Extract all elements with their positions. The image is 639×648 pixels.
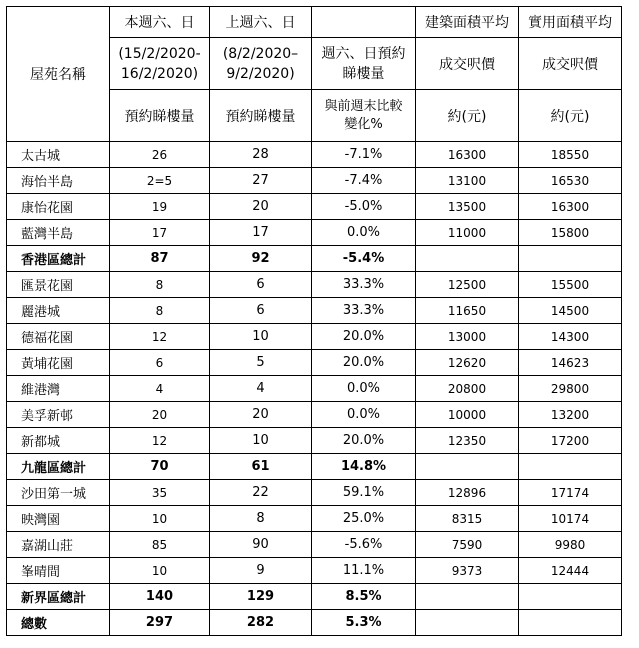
estate-name-cell: 嘉湖山莊	[7, 532, 110, 558]
table-row	[7, 350, 622, 376]
gross-price-cell	[416, 246, 519, 272]
this-weekend-cell: 8	[110, 298, 210, 324]
last-weekend-cell: 20	[210, 402, 312, 428]
change-cell: 33.3%	[312, 272, 416, 298]
estate-name-cell: 總數	[7, 610, 110, 636]
gross-price-cell: 13000	[416, 324, 519, 350]
gross-price-cell: 16300	[416, 142, 519, 168]
last-weekend-header: 上週六、日	[210, 7, 312, 38]
saleable-price-cell	[519, 610, 622, 636]
this-weekend-sub-header: 預約睇樓量	[110, 90, 210, 142]
this-weekend-cell: 17	[110, 220, 210, 246]
table-row	[7, 480, 622, 506]
estate-name-cell: 九龍區總計	[7, 454, 110, 480]
change-cell: -5.4%	[312, 246, 416, 272]
table-row	[7, 142, 622, 168]
table-row	[7, 168, 622, 194]
estate-name-cell: 映灣園	[7, 506, 110, 532]
last-weekend-cell: 90	[210, 532, 312, 558]
gross-price-cell: 9373	[416, 558, 519, 584]
header-row-1	[7, 7, 622, 38]
saleable-price-cell: 14500	[519, 298, 622, 324]
change-cell: -5.0%	[312, 194, 416, 220]
weekend-viewing-line-1: 週六、日預約	[321, 45, 406, 62]
this-weekend-cell: 12	[110, 428, 210, 454]
this-weekend-dates	[110, 38, 210, 90]
gross-price-header: 成交呎價	[416, 38, 519, 90]
table-row	[7, 428, 622, 454]
gross-price-cell	[416, 454, 519, 480]
gross-price-cell: 7590	[416, 532, 519, 558]
estate-name-cell: 香港區總計	[7, 246, 110, 272]
last-weekend-cell: 17	[210, 220, 312, 246]
change-cell: 20.0%	[312, 324, 416, 350]
estate-name-cell: 峯晴間	[7, 558, 110, 584]
table-row	[7, 532, 622, 558]
last-weekend-cell: 10	[210, 428, 312, 454]
saleable-price-cell: 14300	[519, 324, 622, 350]
empty-header-cell	[312, 7, 416, 38]
table-row	[7, 402, 622, 428]
saleable-price-cell	[519, 454, 622, 480]
report-container	[6, 6, 622, 636]
total-row	[7, 584, 622, 610]
this-weekend-cell: 12	[110, 324, 210, 350]
change-header	[312, 90, 416, 142]
saleable-price-cell: 18550	[519, 142, 622, 168]
change-cell: 14.8%	[312, 454, 416, 480]
change-cell: 0.0%	[312, 220, 416, 246]
gross-price-cell: 11650	[416, 298, 519, 324]
change-header-line-1: 與前週末比較	[324, 98, 403, 114]
gross-price-cell: 12350	[416, 428, 519, 454]
saleable-price-cell: 15500	[519, 272, 622, 298]
saleable-price-cell: 29800	[519, 376, 622, 402]
table-row	[7, 194, 622, 220]
table-row	[7, 324, 622, 350]
last-weekend-dates-line-2: 9/2/2020)	[226, 65, 295, 82]
estate-name-cell: 德福花園	[7, 324, 110, 350]
last-weekend-cell: 10	[210, 324, 312, 350]
last-weekend-dates-line-1: (8/2/2020–	[222, 45, 299, 62]
last-weekend-cell: 282	[210, 610, 312, 636]
last-weekend-cell: 6	[210, 272, 312, 298]
estate-name-cell: 康怡花園	[7, 194, 110, 220]
saleable-price-cell: 16530	[519, 168, 622, 194]
estate-name-cell: 新界區總計	[7, 584, 110, 610]
this-weekend-cell: 140	[110, 584, 210, 610]
saleable-price-cell: 17174	[519, 480, 622, 506]
gross-price-cell: 8315	[416, 506, 519, 532]
change-header-line-2: 變化%	[344, 116, 383, 132]
gross-price-cell: 11000	[416, 220, 519, 246]
table-row	[7, 220, 622, 246]
saleable-price-cell: 15800	[519, 220, 622, 246]
last-weekend-cell: 22	[210, 480, 312, 506]
change-cell: -7.4%	[312, 168, 416, 194]
change-cell: -5.6%	[312, 532, 416, 558]
saleable-price-cell: 16300	[519, 194, 622, 220]
gross-area-avg-header: 建築面積平均	[416, 7, 519, 38]
this-weekend-cell: 2=5	[110, 168, 210, 194]
saleable-price-cell: 10174	[519, 506, 622, 532]
gross-approx-header: 約(元)	[416, 90, 519, 142]
gross-price-cell: 10000	[416, 402, 519, 428]
saleable-area-avg-header: 實用面積平均	[519, 7, 622, 38]
change-cell: 59.1%	[312, 480, 416, 506]
last-weekend-cell: 6	[210, 298, 312, 324]
saleable-price-cell: 13200	[519, 402, 622, 428]
change-cell: 5.3%	[312, 610, 416, 636]
this-weekend-cell: 19	[110, 194, 210, 220]
total-row	[7, 610, 622, 636]
this-weekend-cell: 10	[110, 558, 210, 584]
change-cell: 25.0%	[312, 506, 416, 532]
change-cell: 0.0%	[312, 376, 416, 402]
change-cell: 11.1%	[312, 558, 416, 584]
saleable-price-cell: 17200	[519, 428, 622, 454]
table-row	[7, 506, 622, 532]
change-cell: 20.0%	[312, 350, 416, 376]
saleable-approx-header: 約(元)	[519, 90, 622, 142]
table-row	[7, 272, 622, 298]
estate-name-cell: 沙田第一城	[7, 480, 110, 506]
this-weekend-cell: 20	[110, 402, 210, 428]
total-row	[7, 454, 622, 480]
gross-price-cell: 12500	[416, 272, 519, 298]
saleable-price-header: 成交呎價	[519, 38, 622, 90]
saleable-price-cell	[519, 246, 622, 272]
last-weekend-cell: 4	[210, 376, 312, 402]
this-weekend-dates-line-2: 16/2/2020)	[120, 65, 199, 82]
last-weekend-cell: 5	[210, 350, 312, 376]
total-row	[7, 246, 622, 272]
estate-name-cell: 麗港城	[7, 298, 110, 324]
gross-price-cell: 13500	[416, 194, 519, 220]
table-row	[7, 376, 622, 402]
estate-name-cell: 匯景花園	[7, 272, 110, 298]
last-weekend-cell: 27	[210, 168, 312, 194]
change-cell: 20.0%	[312, 428, 416, 454]
last-weekend-cell: 20	[210, 194, 312, 220]
estate-name-cell: 維港灣	[7, 376, 110, 402]
this-weekend-cell: 85	[110, 532, 210, 558]
last-weekend-cell: 92	[210, 246, 312, 272]
gross-price-cell	[416, 584, 519, 610]
last-weekend-cell: 129	[210, 584, 312, 610]
this-weekend-cell: 297	[110, 610, 210, 636]
change-cell: 8.5%	[312, 584, 416, 610]
estate-name-header: 屋苑名稱	[7, 7, 110, 142]
gross-price-cell	[416, 610, 519, 636]
this-weekend-cell: 87	[110, 246, 210, 272]
table-row	[7, 298, 622, 324]
this-weekend-cell: 8	[110, 272, 210, 298]
estate-name-cell: 美孚新邨	[7, 402, 110, 428]
saleable-price-cell	[519, 584, 622, 610]
viewing-volume-table	[6, 6, 622, 636]
saleable-price-cell: 12444	[519, 558, 622, 584]
weekend-viewing-line-2: 睇樓量	[342, 65, 385, 82]
table-body	[7, 7, 622, 636]
gross-price-cell: 13100	[416, 168, 519, 194]
estate-name-cell: 新都城	[7, 428, 110, 454]
change-cell: 0.0%	[312, 402, 416, 428]
gross-price-cell: 12896	[416, 480, 519, 506]
this-weekend-cell: 26	[110, 142, 210, 168]
change-cell: -7.1%	[312, 142, 416, 168]
last-weekend-dates	[210, 38, 312, 90]
this-weekend-cell: 4	[110, 376, 210, 402]
estate-name-cell: 太古城	[7, 142, 110, 168]
saleable-price-cell: 9980	[519, 532, 622, 558]
this-weekend-dates-line-1: (15/2/2020-	[118, 45, 201, 62]
this-weekend-cell: 35	[110, 480, 210, 506]
change-cell: 33.3%	[312, 298, 416, 324]
this-weekend-cell: 6	[110, 350, 210, 376]
table-row	[7, 558, 622, 584]
last-weekend-cell: 28	[210, 142, 312, 168]
this-weekend-cell: 70	[110, 454, 210, 480]
this-weekend-cell: 10	[110, 506, 210, 532]
this-weekend-header: 本週六、日	[110, 7, 210, 38]
estate-name-cell: 黃埔花園	[7, 350, 110, 376]
last-weekend-cell: 9	[210, 558, 312, 584]
gross-price-cell: 12620	[416, 350, 519, 376]
weekend-viewing-header	[312, 38, 416, 90]
last-weekend-sub-header: 預約睇樓量	[210, 90, 312, 142]
saleable-price-cell: 14623	[519, 350, 622, 376]
last-weekend-cell: 8	[210, 506, 312, 532]
gross-price-cell: 20800	[416, 376, 519, 402]
estate-name-cell: 藍灣半島	[7, 220, 110, 246]
last-weekend-cell: 61	[210, 454, 312, 480]
estate-name-cell: 海怡半島	[7, 168, 110, 194]
